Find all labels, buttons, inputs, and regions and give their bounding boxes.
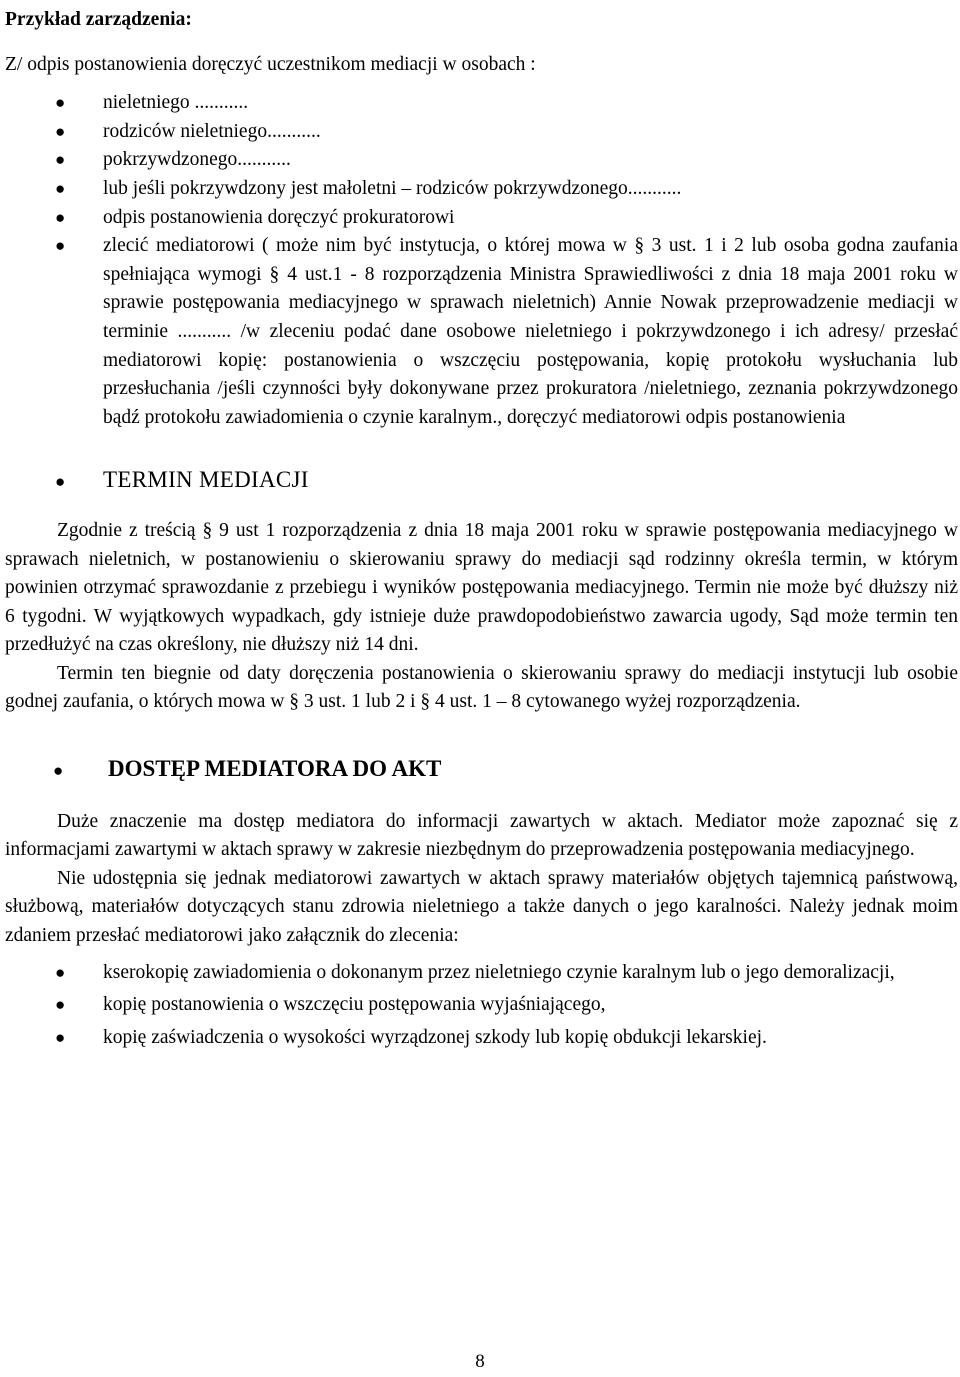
section-title-dostep: DOSTĘP MEDIATORA DO AKT xyxy=(108,756,442,782)
section-heading-item xyxy=(5,755,958,786)
list-item: ● kopię postanowienia o wszczęciu postępowania wyjaśniającego, xyxy=(5,991,958,1020)
section-heading-item xyxy=(5,466,958,497)
section-title-termin: TERMIN MEDIACJI xyxy=(103,467,309,493)
bullet-icon: ● xyxy=(55,472,66,492)
document-page xyxy=(5,6,958,1052)
example-heading: Przykład zarządzenia: xyxy=(5,9,192,30)
page-number: 8 xyxy=(475,1351,485,1372)
list-item: ● pokrzywdzonego........... xyxy=(5,146,958,175)
list-item: ● kserokopię zawiadomienia o dokonanym przez nieletniego czynie karalnym lub o jego demoralizacji, xyxy=(5,959,958,988)
list-item: ● rodziców nieletniego........... xyxy=(5,118,958,147)
bullet-icon: ● xyxy=(53,761,64,781)
attachments-list xyxy=(5,959,958,1053)
bullet-icon: ● xyxy=(55,962,66,982)
bullet-icon: ● xyxy=(55,150,66,170)
intro-line: Z/ odpis postanowienia doręczyć uczestnikom mediacji w osobach : xyxy=(5,53,536,75)
bullet-icon: ● xyxy=(55,178,66,198)
list-item: ● odpis postanowienia doręczyć prokuratorowi xyxy=(5,204,958,233)
termin-paragraph-1: Zgodnie z treścią § 9 ust 1 rozporządzenia z dnia 18 maja 2001 roku w sprawie postępowania mediacyjnego w sprawach nieletnich, w postanowieniu o skierowaniu sprawy do mediacji sąd rodzinny określa termin, w którym powinien otrzymać sprawozdanie z przebiegu i wyników postępowania mediacyjnego. Termin nie może być dłuższy niż 6 tygodni. W wyjątkowych wypadkach, gdy istnieje duże prawdopodobieństwo zawarcia ugody, Sąd może termin ten przedłużyć na czas określony, nie dłuższy niż 14 dni. xyxy=(5,519,958,656)
section-dostep xyxy=(5,755,958,786)
list-item: ● zlecić mediatorowi ( może nim być instytucja, o której mowa w § 3 ust. 1 i 2 lub osoba godna zaufania spełniająca wymogi § 4 ust.1 - 8 rozporządzenia Ministra Sprawiedliwości z dnia 18 maja 2001 roku w sprawie postępowania mediacyjnego w sprawach nieletnich) Annie Nowak przeprowadzenie mediacji w terminie ........... /w zleceniu podać dane osobowe nieletniego i pokrzywdzonego i ich adresy/ przesłać mediatorowi kopię: postanowienia o wszczęciu postępowania, kopię protokołu wysłuchania lub przesłuchania /jeśli czynności były dokonywane przez prokuratora /nieletniego, zeznania pokrzywdzonego bądź protokołu zawiadomienia o czynie karalnym., doręczyć mediatorowi odpis postanowienia xyxy=(5,232,958,432)
termin-paragraph-2: Termin ten biegnie od daty doręczenia postanowienia o skierowaniu sprawy do mediacji instytucji lub osobie godnej zaufania, o których mowa w § 3 ust. 1 lub 2 i § 4 ust. 1 – 8 cytowanego wyżej rozporządzenia. xyxy=(5,662,958,713)
list-item: ● kopię zaświadczenia o wysokości wyrządzonej szkody lub kopię obdukcji lekarskiej. xyxy=(5,1024,958,1053)
section-termin xyxy=(5,466,958,497)
list-item: ● lub jeśli pokrzywdzony jest małoletni – rodziców pokrzywdzonego........... xyxy=(5,175,958,204)
bullet-icon: ● xyxy=(55,995,66,1015)
recipients-list xyxy=(5,89,958,432)
bullet-icon: ● xyxy=(55,93,66,113)
bullet-icon: ● xyxy=(55,236,66,256)
dostep-paragraph-2: Nie udostępnia się jednak mediatorowi zawartych w aktach sprawy materiałów objętych tajemnicą państwową, służbową, materiałów dotyczących stanu zdrowia nieletniego a także danych o jego karalności. Należy jednak moim zdaniem przesłać mediatorowi jako załącznik do zlecenia: xyxy=(5,867,958,947)
bullet-icon: ● xyxy=(55,121,66,141)
list-item: ● nieletniego ........... xyxy=(5,89,958,118)
bullet-icon: ● xyxy=(55,1027,66,1047)
bullet-icon: ● xyxy=(55,207,66,227)
dostep-paragraph-1: Duże znaczenie ma dostęp mediatora do informacji zawartych w aktach. Mediator może zapoznać się z informacjami zawartymi w aktach sprawy w zakresie niezbędnym do przeprowadzenia postępowania mediacyjnego. xyxy=(5,810,958,861)
